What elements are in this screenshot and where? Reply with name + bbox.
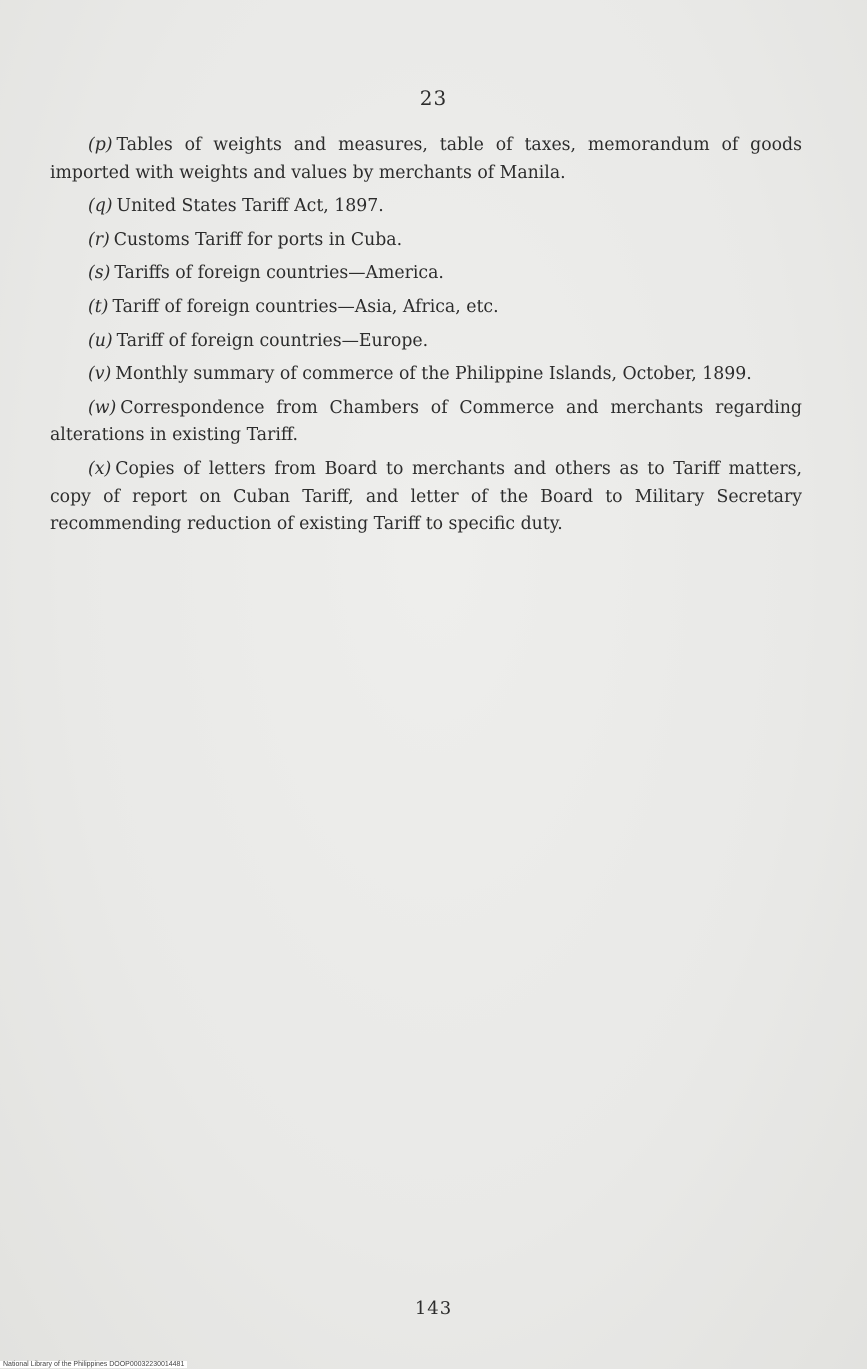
entry-label: (x): [88, 458, 112, 479]
entry-r: [50, 227, 802, 255]
entry-x: [50, 456, 802, 539]
entry-text: Tariff of foreign countries—Europe.: [116, 330, 429, 351]
entry-label: (s): [88, 263, 111, 284]
entry-s: [50, 260, 802, 288]
entry-text: Tariffs of foreign countries—America.: [114, 263, 444, 284]
entry-text: Tariff of foreign countries—Asia, Africa, etc.: [112, 296, 499, 317]
entry-q: [50, 193, 802, 221]
document-body: [50, 132, 802, 545]
entry-text: United States Tariff Act, 1897.: [116, 196, 384, 217]
page-number-bottom: 143: [414, 1298, 453, 1319]
entry-label: (p): [88, 135, 113, 155]
entry-label: (r): [88, 229, 110, 250]
entry-t: [50, 294, 802, 322]
entry-text: Copies of letters from Board to merchants and others as to Tariff matters, copy of report on Cuban Tariff, and letter of the Board to Military Secretary recommending reduction of existing Tariff to specific duty.: [50, 458, 802, 535]
entry-w: [50, 395, 802, 450]
entry-label: (w): [88, 397, 117, 418]
entry-label: (u): [88, 330, 113, 351]
entry-label: (t): [88, 296, 109, 317]
page-number-top: 23: [419, 86, 448, 110]
entry-p: [50, 132, 802, 187]
entry-text: Monthly summary of commerce of the Philippine Islands, October, 1899.: [115, 364, 752, 385]
entry-label: (v): [88, 364, 112, 385]
entry-u: [50, 328, 802, 356]
entry-text: Tables of weights and measures, table of taxes, memorandum of goods imported with weights and values by merchants of Manila.: [50, 135, 802, 183]
entry-text: Correspondence from Chambers of Commerce and merchants regarding alterations in existing Tariff.: [50, 397, 802, 446]
library-stamp: National Library of the Philippines DOOP00032230014481: [0, 1361, 187, 1368]
entry-label: (q): [88, 196, 113, 217]
entry-v: [50, 361, 802, 389]
entry-text: Customs Tariff for ports in Cuba.: [113, 229, 403, 250]
